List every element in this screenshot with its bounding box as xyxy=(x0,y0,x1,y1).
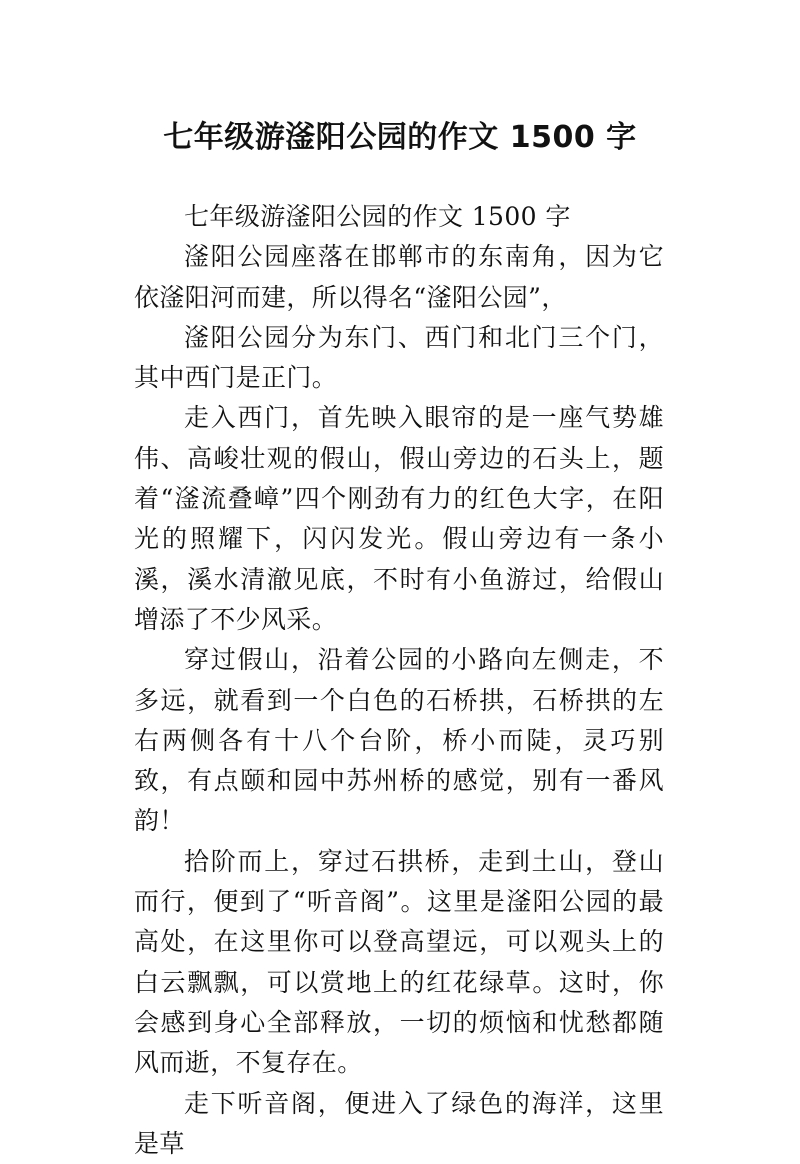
document-body xyxy=(134,197,664,1164)
paragraph: 拾阶而上，穿过石拱桥，走到土山，登山而行，便到了“听音阁”。这里是滏阳公园的最高处，在这里你可以登高望远，可以观头上的白云飘飘，可以赏地上的红花绿草。这时，你会感到身心全部释放，一切的烦恼和忧愁都随风而逝，不复存在。 xyxy=(134,846,664,1078)
paragraph: 走入西门，首先映入眼帘的是一座气势雄伟、高峻壮观的假山，假山旁边的石头上，题着“滏流叠嶂”四个刚劲有力的红色大字，在阳光的照耀下，闪闪发光。假山旁边有一条小溪，溪水清澈见底，不时有小鱼游过，给假山增添了不少风采。 xyxy=(134,403,664,634)
document-title: 七年级游滏阳公园的作文 1500 字 xyxy=(163,120,637,156)
paragraph: 滏阳公园座落在邯郸市的东南角，因为它依滏阳河而建，所以得名“滏阳公园”， xyxy=(134,242,664,312)
paragraph: 穿过假山，沿着公园的小路向左侧走，不多远，就看到一个白色的石桥拱，石桥拱的左右两侧各有十八个台阶，桥小而陡，灵巧别致，有点颐和园中苏州桥的感觉，别有一番风韵！ xyxy=(134,645,664,836)
paragraph: 滏阳公园分为东门、西门和北门三个门，其中西门是正门。 xyxy=(134,322,664,393)
paragraph: 走下听音阁，便进入了绿色的海洋，这里是草 xyxy=(134,1088,664,1158)
paragraph-subtitle: 七年级游滏阳公园的作文 1500 字 xyxy=(184,202,571,231)
